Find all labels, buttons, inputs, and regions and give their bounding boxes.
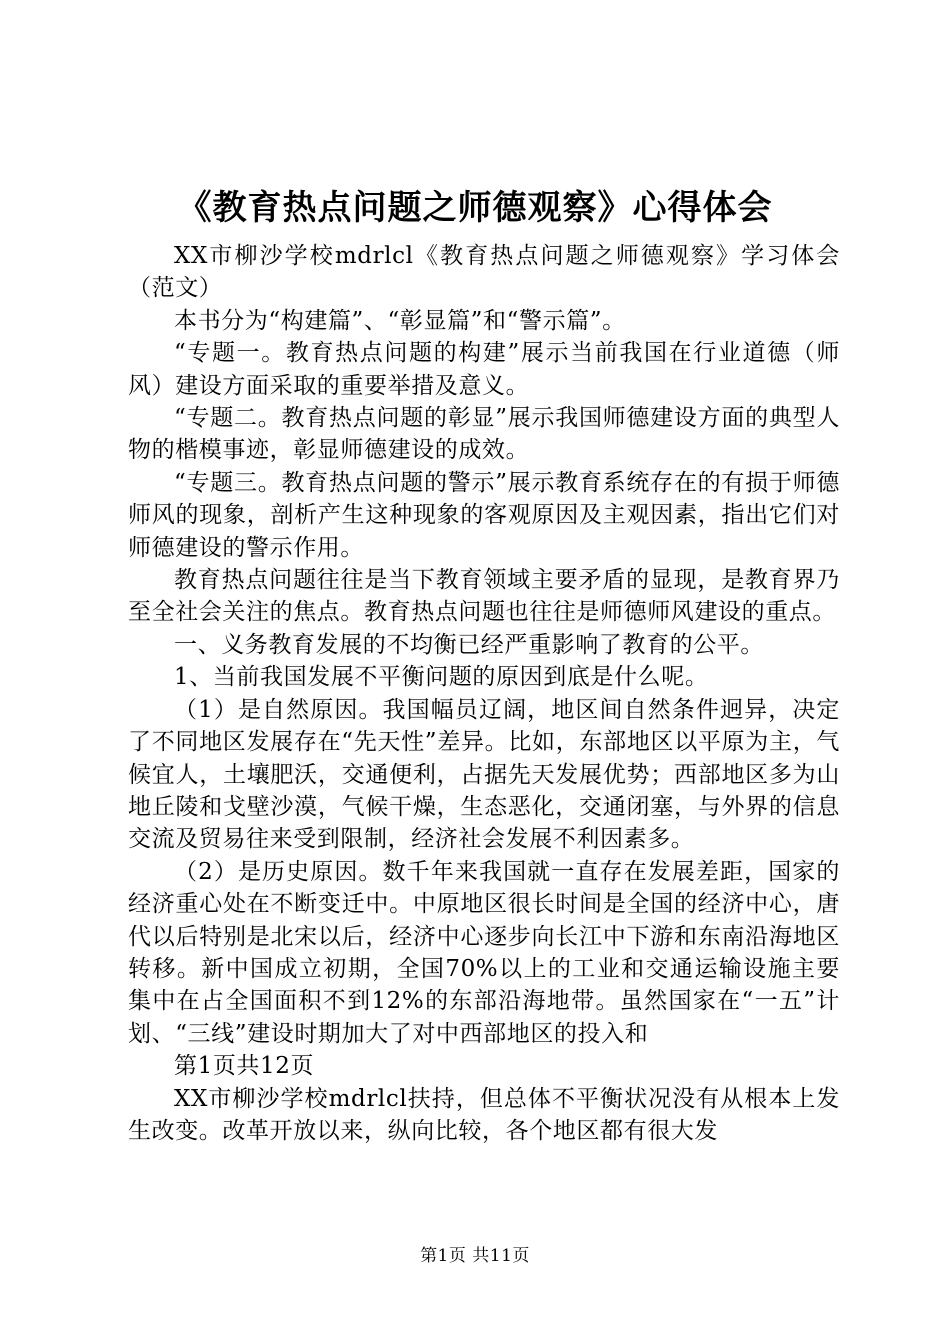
paragraph: 教育热点问题往往是当下教育领域主要矛盾的显现，是教育界乃至全社会关注的焦点。教育热点问题也往往是师德师风建设的重点。 bbox=[128, 567, 840, 626]
paragraph: XX市柳沙学校mdrlcl《教育热点问题之师德观察》学习体会（范文） bbox=[128, 243, 840, 302]
document-body bbox=[128, 240, 840, 1147]
paragraph: “专题一。教育热点问题的构建”展示当前我国在行业道德（师风）建设方面采取的重要举措及意义。 bbox=[128, 340, 840, 399]
paragraph: “专题二。教育热点问题的彰显”展示我国师德建设方面的典型人物的楷模事迹，彰显师德建设的成效。 bbox=[128, 405, 840, 464]
inline-page-marker: 第1页共12页 bbox=[174, 1053, 315, 1080]
paragraph: （2）是历史原因。数千年来我国就一直存在发展差距，国家的经济重心处在不断变迁中。中原地区很长时间是全国的经济中心，唐代以后特别是北宋以后，经济中心逐步向长江中下游和东南沿海地区转移。新中国成立初期，全国70%以上的工业和交通运输设施主要集中在占全国面积不到12%的东部沿海地带。虽然国家在“一五”计划、“三线”建设时期加大了对中西部地区的投入和 bbox=[128, 858, 840, 1047]
page-footer: 第1页 共11页 bbox=[420, 1246, 530, 1266]
paragraph: 一、义务教育发展的不均衡已经严重影响了教育的公平。 bbox=[174, 631, 764, 658]
paragraph: 1、当前我国发展不平衡问题的原因到底是什么呢。 bbox=[174, 664, 709, 691]
paragraph: “专题三。教育热点问题的警示”展示教育系统存在的有损于师德师风的现象，剖析产生这种现象的客观原因及主观因素，指出它们对师德建设的警示作用。 bbox=[128, 469, 840, 561]
document-title: 《教育热点问题之师德观察》心得体会 bbox=[177, 188, 773, 228]
paragraph: XX市柳沙学校mdrlcl扶持，但总体不平衡状况没有从根本上发生改变。改革开放以来，纵向比较，各个地区都有很大发 bbox=[128, 1085, 840, 1144]
paragraph: （1）是自然原因。我国幅员辽阔，地区间自然条件迥异，决定了不同地区发展存在“先天性”差异。比如，东部地区以平原为主，气候宜人，土壤肥沃，交通便利，占据先天发展优势；西部地区多为山地丘陵和戈壁沙漠，气候干燥，生态恶化，交通闭塞，与外界的信息交流及贸易往来受到限制，经济社会发展不利因素多。 bbox=[128, 696, 840, 853]
paragraph: 本书分为“构建篇”、“彰显篇”和“警示篇”。 bbox=[174, 307, 626, 334]
